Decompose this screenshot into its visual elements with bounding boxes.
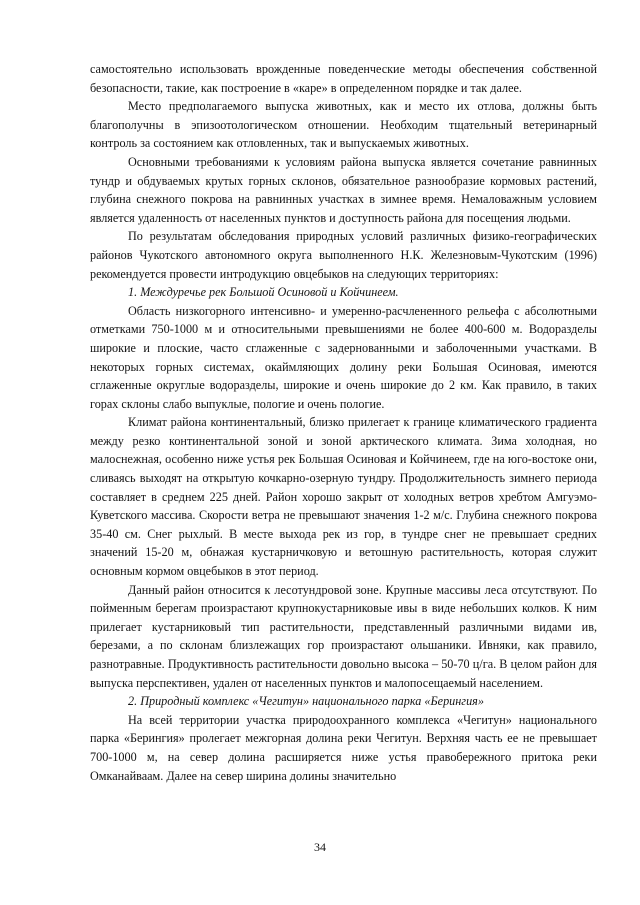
section-heading-2: 2. Природный комплекс «Чегитун» национального парка «Берингия» bbox=[128, 694, 484, 709]
page-number: 34 bbox=[314, 840, 326, 854]
paragraph-release-site: Место предполагаемого выпуска животных, как и место их отлова, должны быть благополучны в эпизоотологическом отношении. Необходим тщательный ветеринарный контроль за состоянием как отловленных, так и выпускаемых животных. bbox=[90, 99, 597, 151]
paragraph-chegitun: На всей территории участка природоохранного комплекса «Чегитун» национального парка «Берингия» пролегает межгорная долина реки Чегитун. Верхняя часть ее не превышает 700-1000 м, на север долина расширяется ниже устья правобережного притока реки Омканайваам. Далее на север ширина долины значительно bbox=[90, 712, 597, 783]
paragraph-relief: Область низкогорного интенсивно- и умеренно-расчлененного рельефа с абсолютными отметками 750-1000 м и относительными превышениями не более 400-600 м. Водоразделы широкие и плоские, часто сглаженные с задернованными и заболоченными участками. В некоторых горных системах, окаймляющих долину реки Большая Осиновая, имеются сглаженные округлые водоразделы, широкие и очень широкие до 2 км. Как правило, в таких горах склоны слабо выпуклые, пологие и очень пологие. bbox=[90, 303, 597, 411]
paragraph-recommendation: По результатам обследования природных условий различных физико-географических районов Чукотского автономного округа выполненного Н.К. Железновым-Чукотским (1996) рекомендуется провести интродукцию овцебыков на следующих территориях: bbox=[90, 229, 597, 281]
paragraph-continuation: самостоятельно использовать врожденные поведенческие методы обеспечения собственной безопасности, такие, как построение в «каре» в определенном порядке и так далее. bbox=[90, 62, 597, 95]
paragraph-requirements: Основными требованиями к условиям района выпуска является сочетание равнинных тундр и обдуваемых крутых горных склонов, обязательное разнообразие кормовых растений, глубина снежного покрова на равнинных участках в зимнее время. Немаловажным условием является удаленность от населенных пунктов и доступность района для посещения людьми. bbox=[90, 154, 597, 225]
paragraph-climate: Климат района континентальный, близко прилегает к границе климатического градиента между резко континентальной зоной и зоной арктического климата. Зима холодная, но малоснежная, особенно ниже устья рек Большая Осиновая и Койчинеем, где на юго-востоке они, сливаясь выходят на открытую кочкарно-озерную тундру. Продолжительность зимнего периода составляет в среднем 225 дней. Район хорошо закрыт от холодных ветров хребтом Амгуэмо-Куветского массива. Скорости ветра не превышают значения 1-2 м/с. Глубина снежного покрова 35-40 см. Снег рыхлый. В месте выхода рек из гор, в тундре снег не превышает средних значений 15-20 м, обнажая кустарничковую и ветошную растительность, которая служит основным кормом овцебыков в этот период. bbox=[90, 415, 597, 579]
document-page bbox=[90, 60, 597, 785]
section-heading-1: 1. Междуречье рек Большой Осиновой и Койчинеем. bbox=[128, 285, 399, 300]
paragraph-vegetation: Данный район относится к лесотундровой зоне. Крупные массивы леса отсутствуют. По пойменным берегам произрастают крупнокустарниковые ивы в виде небольших колков. К ним прилегает кустарниковый тип растительности, представленный различными видами ив, березами, а по склонам близлежащих гор произрастают ольшаники. Ивняки, как правило, разнотравные. Продуктивность растительности довольно высока – 50-70 ц/га. В целом район для выпуска перспективен, удален от населенных пунктов и малопосещаемый населением. bbox=[90, 582, 597, 690]
